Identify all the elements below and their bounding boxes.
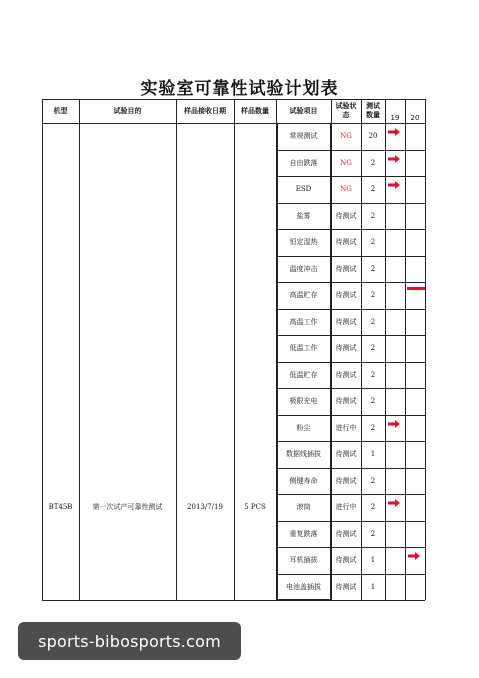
test-status-cell: 待测试 xyxy=(335,211,357,220)
test-status-cell: NG xyxy=(340,132,352,141)
grid-vline xyxy=(79,99,80,600)
header-receive-date: 样品接收日期 xyxy=(184,107,226,115)
grid-vline xyxy=(425,99,426,600)
test-status-cell: NG xyxy=(340,158,352,167)
header-day-19: 19 xyxy=(390,114,400,122)
grid-vline xyxy=(405,99,406,600)
test-item-cell: 恒定湿热 xyxy=(289,238,318,247)
test-item-cell: 盐雾 xyxy=(296,211,311,220)
grid-hline-thick xyxy=(276,599,332,601)
merged-model: BT45B xyxy=(48,503,73,511)
test-count-cell: 2 xyxy=(370,185,376,194)
progress-bar-marker xyxy=(407,287,425,290)
grid-hline xyxy=(42,99,425,100)
test-count-cell: 2 xyxy=(370,397,376,406)
test-item-cell: 高温贮存 xyxy=(289,291,318,300)
test-item-cell: 高温工作 xyxy=(289,317,318,326)
progress-arrow-icon xyxy=(408,552,420,560)
test-count-cell: 20 xyxy=(368,132,378,141)
test-count-cell: 2 xyxy=(370,370,376,379)
page-title: 实验室可靠性试验计划表 xyxy=(140,79,339,99)
progress-arrow-icon xyxy=(388,128,400,136)
test-status-cell: 进行中 xyxy=(335,503,357,512)
progress-arrow-icon xyxy=(388,181,400,189)
test-status-cell: 待测试 xyxy=(335,370,357,379)
test-status-cell: NG xyxy=(340,185,352,194)
header-model: 机型 xyxy=(53,107,68,115)
test-item-cell: 低温工作 xyxy=(289,344,318,353)
test-count-cell: 1 xyxy=(370,450,376,459)
test-count-cell: 2 xyxy=(370,291,376,300)
grid-vline xyxy=(385,99,386,600)
test-status-cell: 待测试 xyxy=(335,291,357,300)
test-status-cell: 待测试 xyxy=(335,529,357,538)
test-status-cell: 待测试 xyxy=(335,344,357,353)
test-count-cell: 1 xyxy=(370,556,376,565)
header-test-item: 试验项目 xyxy=(289,107,318,115)
grid-vline xyxy=(234,99,235,600)
test-item-cell: 极限充电 xyxy=(289,397,318,406)
test-item-cell: 侧键寿命 xyxy=(289,476,318,485)
test-count-cell: 2 xyxy=(370,238,376,247)
progress-arrow-icon xyxy=(388,155,400,163)
test-item-cell: 粉尘 xyxy=(296,423,311,432)
merged-receive-date: 2013/7/19 xyxy=(187,503,223,511)
merged-quantity: 5 PCS xyxy=(244,503,266,511)
test-status-cell: 待测试 xyxy=(335,238,357,247)
header-day-20: 20 xyxy=(410,114,420,122)
test-count-cell: 2 xyxy=(370,503,376,512)
merged-purpose: 第一次试产可靠性测试 xyxy=(92,503,163,511)
test-count-cell: 2 xyxy=(370,344,376,353)
test-item-cell: 重复跌落 xyxy=(289,529,318,538)
test-item-cell: ESD xyxy=(295,185,312,194)
test-item-cell: 滚筒 xyxy=(296,503,311,512)
test-status-cell: 待测试 xyxy=(335,264,357,273)
test-item-cell: 低温贮存 xyxy=(289,370,318,379)
header-quantity: 样品数量 xyxy=(241,107,269,115)
header-purpose: 试验目的 xyxy=(113,107,142,115)
test-status-cell: 待测试 xyxy=(335,556,357,565)
test-item-cell: 温度冲击 xyxy=(289,264,318,273)
test-status-cell: 待测试 xyxy=(335,582,357,591)
test-item-cell: 耳机插拔 xyxy=(289,556,318,565)
test-item-cell: 数据线插拔 xyxy=(286,450,321,459)
test-count-cell: 2 xyxy=(370,158,376,167)
test-count-cell: 2 xyxy=(370,423,376,432)
test-status-cell: 待测试 xyxy=(335,397,357,406)
header-test-status: 试验状态 xyxy=(335,102,357,119)
test-count-cell: 2 xyxy=(370,211,376,220)
test-count-cell: 2 xyxy=(370,529,376,538)
watermark-banner: sports-bibosports.com xyxy=(18,622,241,660)
test-status-cell: 待测试 xyxy=(335,450,357,459)
test-item-cell: 常规测试 xyxy=(289,132,318,141)
test-count-cell: 2 xyxy=(370,317,376,326)
grid-vline xyxy=(176,99,177,600)
progress-arrow-icon xyxy=(388,499,400,507)
test-count-cell: 1 xyxy=(370,582,376,591)
test-item-cell: 自由跌落 xyxy=(289,158,318,167)
header-test-count: 测试数量 xyxy=(366,102,380,119)
test-count-cell: 2 xyxy=(370,476,376,485)
grid-vline xyxy=(42,99,43,600)
grid-hline-thick xyxy=(276,123,332,124)
test-status-cell: 待测试 xyxy=(335,317,357,326)
test-status-cell: 待测试 xyxy=(335,476,357,485)
progress-arrow-icon xyxy=(388,420,400,428)
test-item-cell: 电池盖插拔 xyxy=(286,582,321,591)
test-status-cell: 进行中 xyxy=(335,423,357,432)
test-count-cell: 2 xyxy=(370,264,376,273)
grid-hline xyxy=(42,600,425,601)
